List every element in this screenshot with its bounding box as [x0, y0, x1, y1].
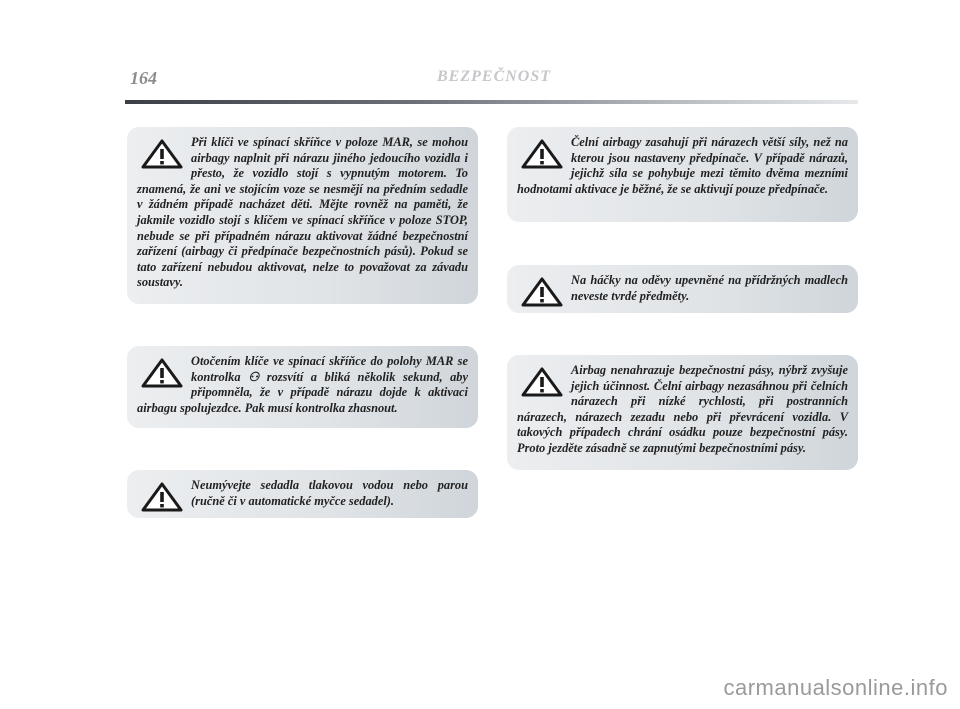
warning-box-airbag-light: [127, 346, 478, 428]
warning-triangle-icon: [141, 358, 183, 388]
watermark: carmanualsonline.info: [723, 675, 948, 700]
warning-triangle-icon: [141, 139, 183, 169]
warning-triangle-icon: [141, 482, 183, 512]
warning-box-seat-washing: [127, 470, 478, 518]
warning-text: Na háčky na oděvy upevněné na přídržných madlech neveste tvrdé předměty.: [571, 273, 848, 303]
section-title: BEZPEČNOST: [437, 68, 552, 85]
warning-box-coat-hooks: [507, 265, 858, 313]
warning-triangle-icon: [521, 277, 563, 307]
warning-box-seat-belts: [507, 355, 858, 470]
warning-text: Při klíči ve spínací skříňce v poloze MAR, se mohou airbagy naplnit při nárazu jiného jedoucího vozidla i přesto, že vozidlo stojí s vypnutým motorem. To znamená, že ani ve stojícím voze se nesmějí na předním sedadle v žádném případě nacházet děti. Mějte rovněž na paměti, že jakmile vozidlo stojí s klíčem ve spínací skříňce v poloze STOP, nebude se při případném nárazu aktivovat žádné bezpečnostní zařízení (airbagy či předpínače bezpečnostních pásů). Pokud se tato zařízení nebudou aktivovat, nelze to považovat za závadu soustavy.: [137, 135, 468, 290]
warning-box-front-airbags: [507, 127, 858, 222]
warning-text: Neumývejte sedadla tlakovou vodou nebo parou (ručně či v automatické myčce sedadel).: [191, 478, 468, 508]
page-number: 164: [130, 68, 157, 88]
warning-text: Otočením klíče ve spínací skříňce do polohy MAR se kontrolka ⚇ rozsvítí a bliká několik sekund, aby připomněla, že v případě nárazu dojde k aktivaci airbagu spolujezdce. Pak musí kontrolka zhasnout.: [137, 354, 468, 415]
warning-triangle-icon: [521, 367, 563, 397]
warning-text: Airbag nenahrazuje bezpečnostní pásy, nýbrž zvyšuje jejich účinnost. Čelní airbagy nezasáhnou při čelních nárazech při nízké rychlosti, při postranních nárazech, nárazech zezadu nebo při převrácení vozidla. V takových případech chrání osádku pouze bezpečnostní pásy. Proto jezděte zásadně se zapnutými bezpečnostními pásy.: [517, 363, 848, 455]
warning-text: Čelní airbagy zasahují při nárazech větší síly, než na kterou jsou nastaveny předpínače. V případě nárazů, jejichž síla se pohybuje mezi těmito dvěma mezními hodnotami aktivace je běžné, že se aktivují pouze předpínače.: [517, 135, 848, 196]
header-rule: [125, 100, 858, 104]
warning-triangle-icon: [521, 139, 563, 169]
warning-box-ignition-mar: [127, 127, 478, 304]
